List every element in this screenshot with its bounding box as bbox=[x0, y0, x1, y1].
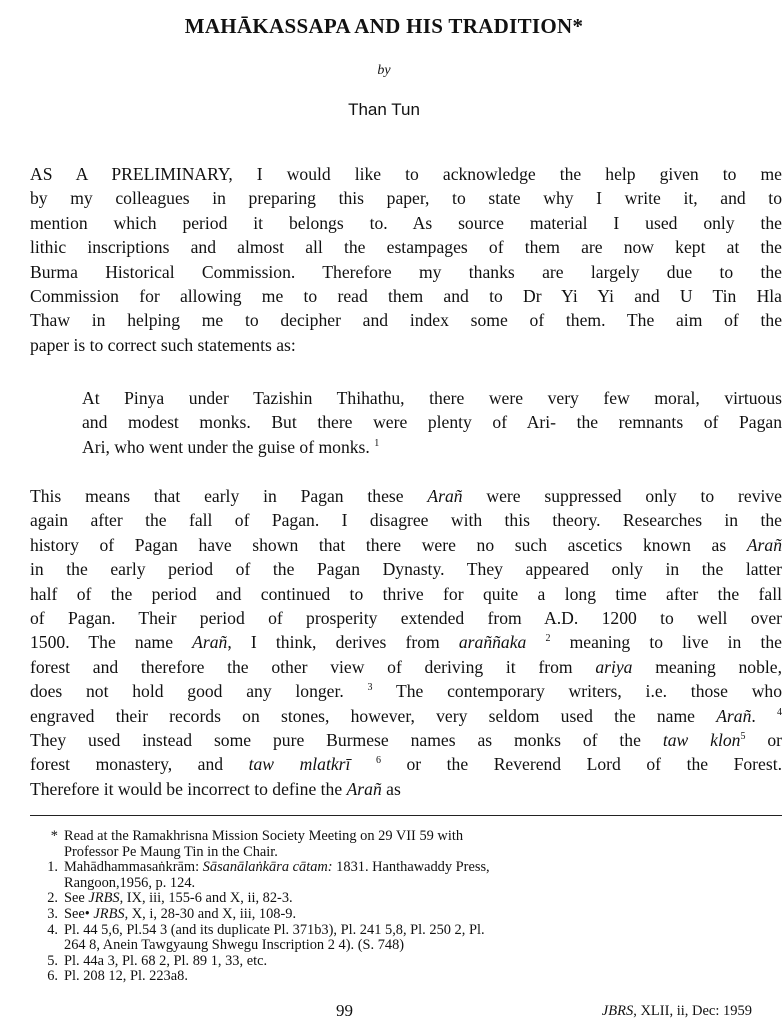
footnote-number: 3. bbox=[47, 905, 58, 922]
text-line bbox=[30, 484, 782, 508]
text: , I think, derives from bbox=[227, 632, 459, 653]
footnote-text: , IX, iii, 155-6 and X, ii, 82-3. bbox=[119, 890, 293, 907]
text-line: engraved their records on stones, however, very seldom used the name Arañ. $^4$ bbox=[30, 705, 782, 726]
text: meaning to live in the bbox=[550, 632, 782, 653]
footnote-number: 2. bbox=[47, 890, 58, 907]
footnote-ref: 1 bbox=[374, 437, 380, 449]
footnote-number: 6. bbox=[47, 968, 58, 985]
text: or bbox=[745, 730, 782, 751]
term-aran: Arañ bbox=[746, 534, 782, 555]
quote-line: and modest monks. But there were plenty of Ari- the remnants of Pagan bbox=[82, 412, 782, 433]
term-aran: Arañ bbox=[427, 486, 463, 506]
text-line: half of the period and continued to thrive for quite a long time after the fall bbox=[30, 583, 782, 604]
text: This means that early in Pagan these bbox=[30, 486, 428, 506]
footnote-star bbox=[30, 829, 782, 845]
text: were suppressed only to revive bbox=[462, 486, 782, 506]
footnote-text: See bbox=[64, 890, 89, 907]
footnote-2 bbox=[30, 891, 782, 907]
text: as bbox=[381, 778, 401, 799]
text-line bbox=[30, 752, 782, 776]
term-aran: Arañ bbox=[716, 705, 752, 726]
footnotes bbox=[30, 829, 782, 985]
footnote-ref: 4 bbox=[777, 706, 782, 718]
text: meaning noble, bbox=[632, 656, 782, 677]
text: 1500. The name bbox=[30, 632, 193, 653]
text-line: Thaw in helping me to decipher and index some of them. The aim of the bbox=[30, 310, 782, 331]
byline-by: by bbox=[377, 63, 391, 78]
quote-line: At Pinya under Tazishin Thihathu, there were very few moral, virtuous bbox=[82, 388, 782, 408]
author-name: Than Tun bbox=[348, 100, 420, 119]
paragraph-main bbox=[30, 484, 782, 801]
footnote-text: Read at the Ramakhrisna Mission Society Meeting on 29 VII 59 with bbox=[64, 828, 464, 844]
journal-reference bbox=[602, 1003, 752, 1020]
footnote-number: * bbox=[50, 828, 58, 844]
article-title: MAHĀKASSAPA AND HIS TRADITION* bbox=[184, 14, 584, 38]
footnote-4-cont: 264 8, Anein Tawgyaung Shwegu Inscription 2 4). (S. 748) bbox=[64, 937, 405, 954]
footnote-text: Pl. 208 12, Pl. 223a8. bbox=[64, 968, 188, 985]
text: engraved their records on stones, however, very seldom used the name bbox=[30, 705, 717, 726]
journal-abbrev: JRBS bbox=[88, 890, 120, 907]
text: history of Pagan have shown that there were no such ascetics known as bbox=[30, 534, 747, 555]
text-line: mention which period it belongs to. As source material I used only the bbox=[30, 212, 782, 233]
term-aran: Arañ bbox=[192, 632, 228, 653]
text: does not hold good any longer. bbox=[30, 681, 368, 702]
text-line: Commission for allowing me to read them and to Dr Yi Yi and U Tin Hla bbox=[30, 286, 782, 307]
footnote-ref: 2 bbox=[545, 633, 551, 645]
text-line: by my colleagues in preparing this paper, to state why I write it, and to bbox=[30, 188, 782, 209]
footnote-text: Pl. 44 5,6, Pl.54 3 (and its duplicate Pl. 371b3), Pl. 241 5,8, Pl. 250 2, Pl. bbox=[64, 921, 485, 938]
footnote-text: Mahādhammasaṅkrām: bbox=[64, 859, 203, 876]
text-line bbox=[30, 728, 782, 752]
term-taw-klon: taw klon bbox=[662, 730, 741, 751]
footnote-divider bbox=[30, 815, 782, 816]
footnote-1-cont: Rangoon,1956, p. 124. bbox=[64, 874, 196, 891]
footnote-title: Sāsanālaṅkāra cātam: bbox=[202, 859, 333, 876]
footnote-3 bbox=[30, 907, 782, 923]
footnote-star-cont: Professor Pe Maung Tin in the Chair. bbox=[64, 843, 278, 860]
footnote-5 bbox=[30, 954, 782, 970]
text-line: again after the fall of Pagan. I disagree with this theory. Researches in the bbox=[30, 510, 782, 531]
term-aran: Arañ bbox=[346, 778, 382, 799]
quote-line bbox=[82, 435, 782, 459]
term-ariya: ariya bbox=[595, 656, 633, 677]
footnote-text: , X, i, 28-30 and X, iii, 108-9. bbox=[124, 905, 297, 922]
footnote-number: 5. bbox=[47, 952, 58, 969]
text: They used instead some pure Burmese names as monks of the bbox=[30, 730, 663, 751]
journal-abbrev: JRBS bbox=[93, 905, 125, 922]
text-line: in the early period of the Pagan Dynasty. They appeared only in the latter bbox=[30, 559, 782, 580]
text-line bbox=[30, 533, 782, 557]
footnote-ref: 5 bbox=[740, 731, 746, 743]
text-line: of Pagan. Their period of prosperity extended from A.D. 1200 to well over bbox=[30, 608, 782, 629]
text-line bbox=[30, 655, 782, 679]
footnote-text: Pl. 44a 3, Pl. 68 2, Pl. 89 1, 33, etc. bbox=[64, 952, 268, 969]
footnote-text: See• bbox=[64, 905, 94, 922]
footnote-ref: 6 bbox=[375, 755, 381, 767]
text: forest and therefore the other view of deriving it from bbox=[30, 656, 596, 677]
paragraph-preliminary bbox=[30, 162, 782, 357]
footnote-6 bbox=[30, 969, 782, 985]
text-line bbox=[30, 630, 782, 654]
text-line: paper is to correct such statements as: bbox=[30, 334, 296, 355]
text-line bbox=[30, 777, 782, 801]
footnote-ref: 3 bbox=[367, 682, 373, 694]
block-quote bbox=[82, 386, 782, 459]
footnote-4 bbox=[30, 923, 782, 939]
text: Therefore it would be incorrect to define the bbox=[30, 778, 347, 799]
text-line: AS A PRELIMINARY, I would like to acknowledge the help given to me bbox=[30, 164, 782, 184]
journal-name: JBRS bbox=[601, 1003, 634, 1019]
footnote-number: 1. bbox=[47, 859, 58, 876]
page-number: 99 bbox=[336, 1001, 353, 1020]
term-arannaka: araññaka bbox=[458, 632, 527, 653]
text-line: Burma Historical Commission. Therefore my thanks are largely due to the bbox=[30, 261, 782, 282]
footnote-text: 1831. Hanthawaddy Press, bbox=[332, 859, 490, 876]
term-taw-mlatkri: taw mlatkrī bbox=[248, 754, 351, 775]
text: or the Reverend Lord of the Forest. bbox=[380, 754, 782, 775]
footnote-number: 4. bbox=[47, 921, 58, 938]
footnote-1 bbox=[30, 860, 782, 876]
text-line: lithic inscriptions and almost all the estampages of them are now kept at the bbox=[30, 237, 782, 258]
journal-issue: , XLII, ii, Dec: 1959 bbox=[633, 1003, 752, 1019]
text-line bbox=[30, 679, 782, 703]
text: The contemporary writers, i.e. those who bbox=[372, 681, 782, 702]
text: forest monastery, and bbox=[30, 754, 249, 775]
quote-text: Ari, who went under the guise of monks. bbox=[82, 436, 370, 457]
